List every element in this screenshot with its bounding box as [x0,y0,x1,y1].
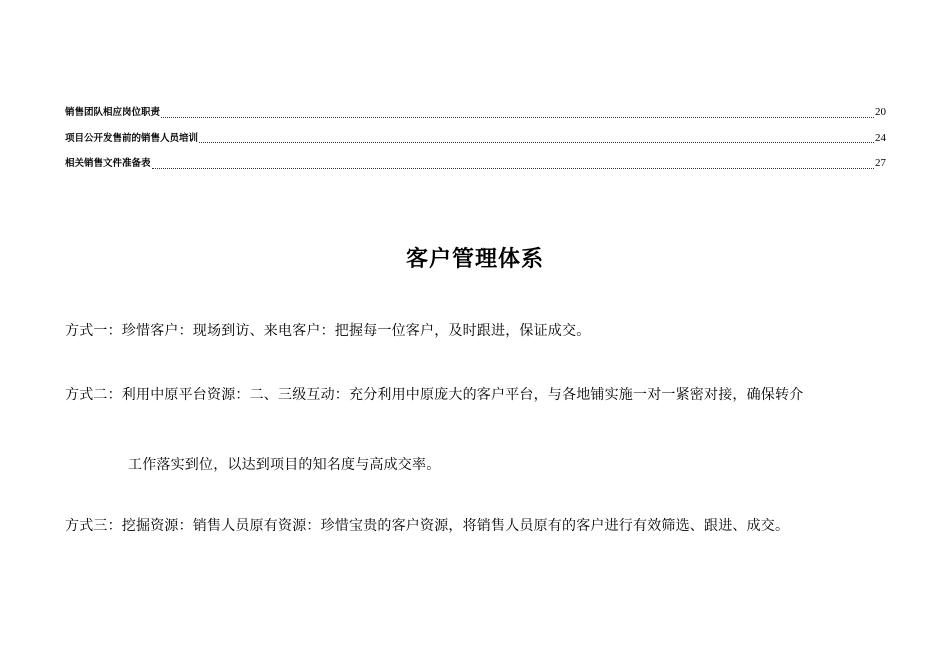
toc-entry[interactable] [65,104,886,130]
paragraph-method-two: 方式二：利用中原平台资源：二、三级互动：充分利用中原庞大的客户平台，与各地铺实施一对一紧密对接，确保转介 [65,387,804,403]
toc-entry-title: 销售团队相应岗位职责 [65,107,161,118]
toc-dot-leader [161,116,874,118]
paragraph-method-one: 方式一：珍惜客户：现场到访、来电客户：把握每一位客户，及时跟进，保证成交。 [65,323,591,339]
toc-entry-title: 项目公开发售前的销售人员培训 [65,132,199,144]
toc-entry-page: 27 [875,157,886,169]
toc-entry[interactable] [65,155,886,181]
toc-entry-page: 24 [875,131,886,144]
toc-dot-leader [152,167,874,169]
section-heading: 客户管理体系 [405,247,544,272]
toc-entry-page: 20 [875,106,886,118]
toc-entry-title: 相关销售文件准备表 [65,158,151,169]
toc-entry[interactable] [65,130,886,156]
table-of-contents [65,104,886,181]
paragraph-method-two-continued: 工作落实到位，以达到项目的知名度与高成交率。 [128,457,441,473]
paragraph-method-three: 方式三：挖掘资源：销售人员原有资源：珍惜宝贵的客户资源，将销售人员原有的客户进行有效筛选、跟进、成交。 [65,518,790,534]
toc-dot-leader [199,141,874,143]
